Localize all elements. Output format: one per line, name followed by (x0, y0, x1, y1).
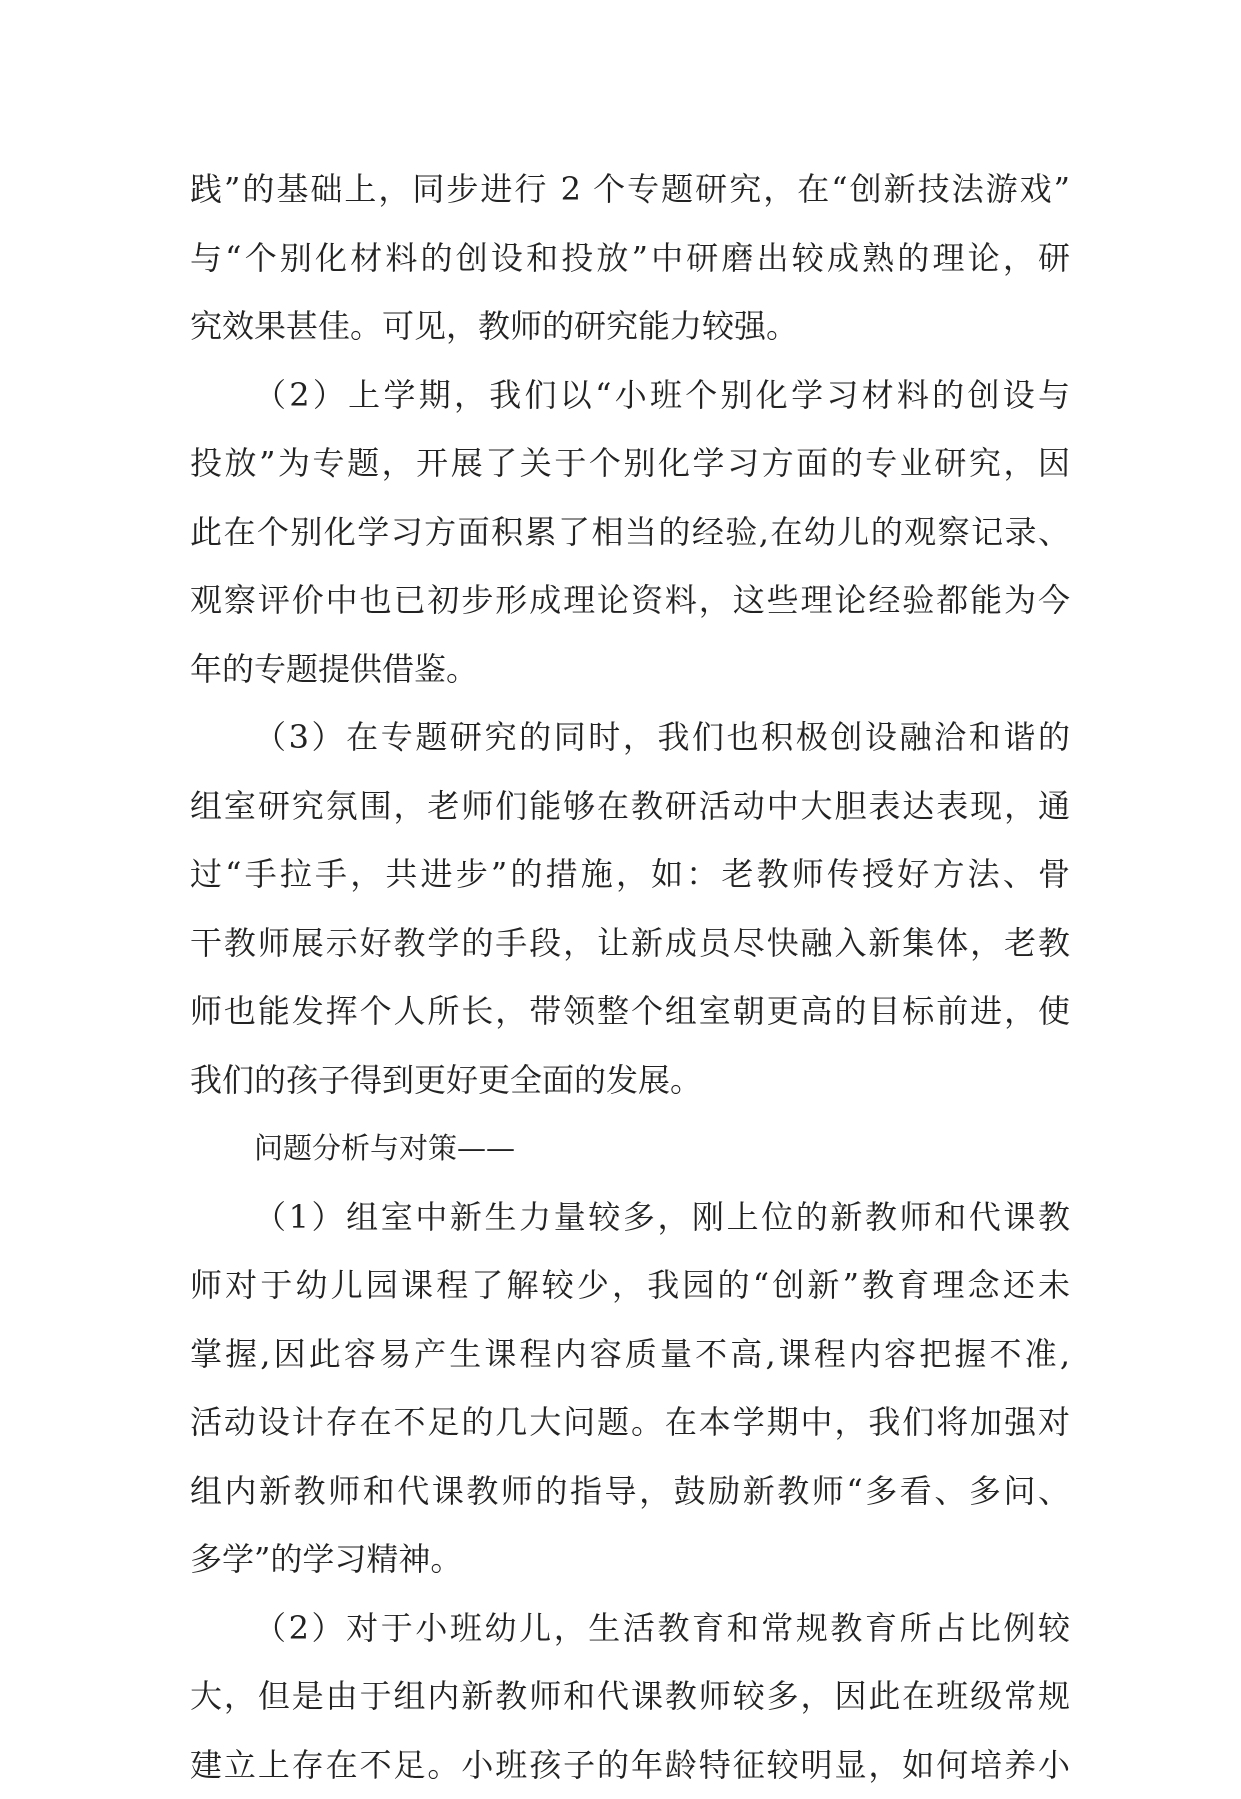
document-body (190, 155, 1070, 1799)
paragraph-line: 投放”为专题，开展了关于个别化学习方面的专业研究，因 (190, 429, 1070, 498)
paragraph-line: （1）组室中新生力量较多，刚上位的新教师和代课教 (190, 1183, 1070, 1252)
paragraph-line: 多学”的学习精神。 (190, 1525, 1070, 1594)
paragraph-line: 究效果甚佳。可见，教师的研究能力较强。 (190, 292, 1070, 361)
paragraph-line: 此在个别化学习方面积累了相当的经验,在幼儿的观察记录、 (190, 498, 1070, 567)
paragraph-line: 掌握,因此容易产生课程内容质量不高,课程内容把握不准, (190, 1320, 1070, 1389)
paragraph-line: 践”的基础上，同步进行 2 个专题研究，在“创新技法游戏” (190, 155, 1070, 224)
paragraph-line: 师对于幼儿园课程了解较少，我园的“创新”教育理念还未 (190, 1251, 1070, 1320)
section-heading: 问题分析与对策—— (190, 1114, 1070, 1183)
paragraph-line: 我们的孩子得到更好更全面的发展。 (190, 1046, 1070, 1115)
paragraph-line: （2）上学期，我们以“小班个别化学习材料的创设与 (190, 361, 1070, 430)
paragraph-line: （2）对于小班幼儿，生活教育和常规教育所占比例较 (190, 1594, 1070, 1663)
paragraph-line: 活动设计存在不足的几大问题。在本学期中，我们将加强对 (190, 1388, 1070, 1457)
paragraph-line: 组内新教师和代课教师的指导，鼓励新教师“多看、多问、 (190, 1457, 1070, 1526)
paragraph-line: 建立上存在不足。小班孩子的年龄特征较明显，如何培养小 (190, 1731, 1070, 1799)
paragraph-line: 干教师展示好教学的手段，让新成员尽快融入新集体，老教 (190, 909, 1070, 978)
paragraph-line: 年的专题提供借鉴。 (190, 635, 1070, 704)
paragraph-line: 大，但是由于组内新教师和代课教师较多，因此在班级常规 (190, 1662, 1070, 1731)
paragraph-line: 与“个别化材料的创设和投放”中研磨出较成熟的理论，研 (190, 224, 1070, 293)
paragraph-line: 组室研究氛围，老师们能够在教研活动中大胆表达表现，通 (190, 772, 1070, 841)
paragraph-line: （3）在专题研究的同时，我们也积极创设融洽和谐的 (190, 703, 1070, 772)
paragraph-line: 师也能发挥个人所长，带领整个组室朝更高的目标前进，使 (190, 977, 1070, 1046)
paragraph-line: 过“手拉手，共进步”的措施，如：老教师传授好方法、骨 (190, 840, 1070, 909)
paragraph-line: 观察评价中也已初步形成理论资料，这些理论经验都能为今 (190, 566, 1070, 635)
